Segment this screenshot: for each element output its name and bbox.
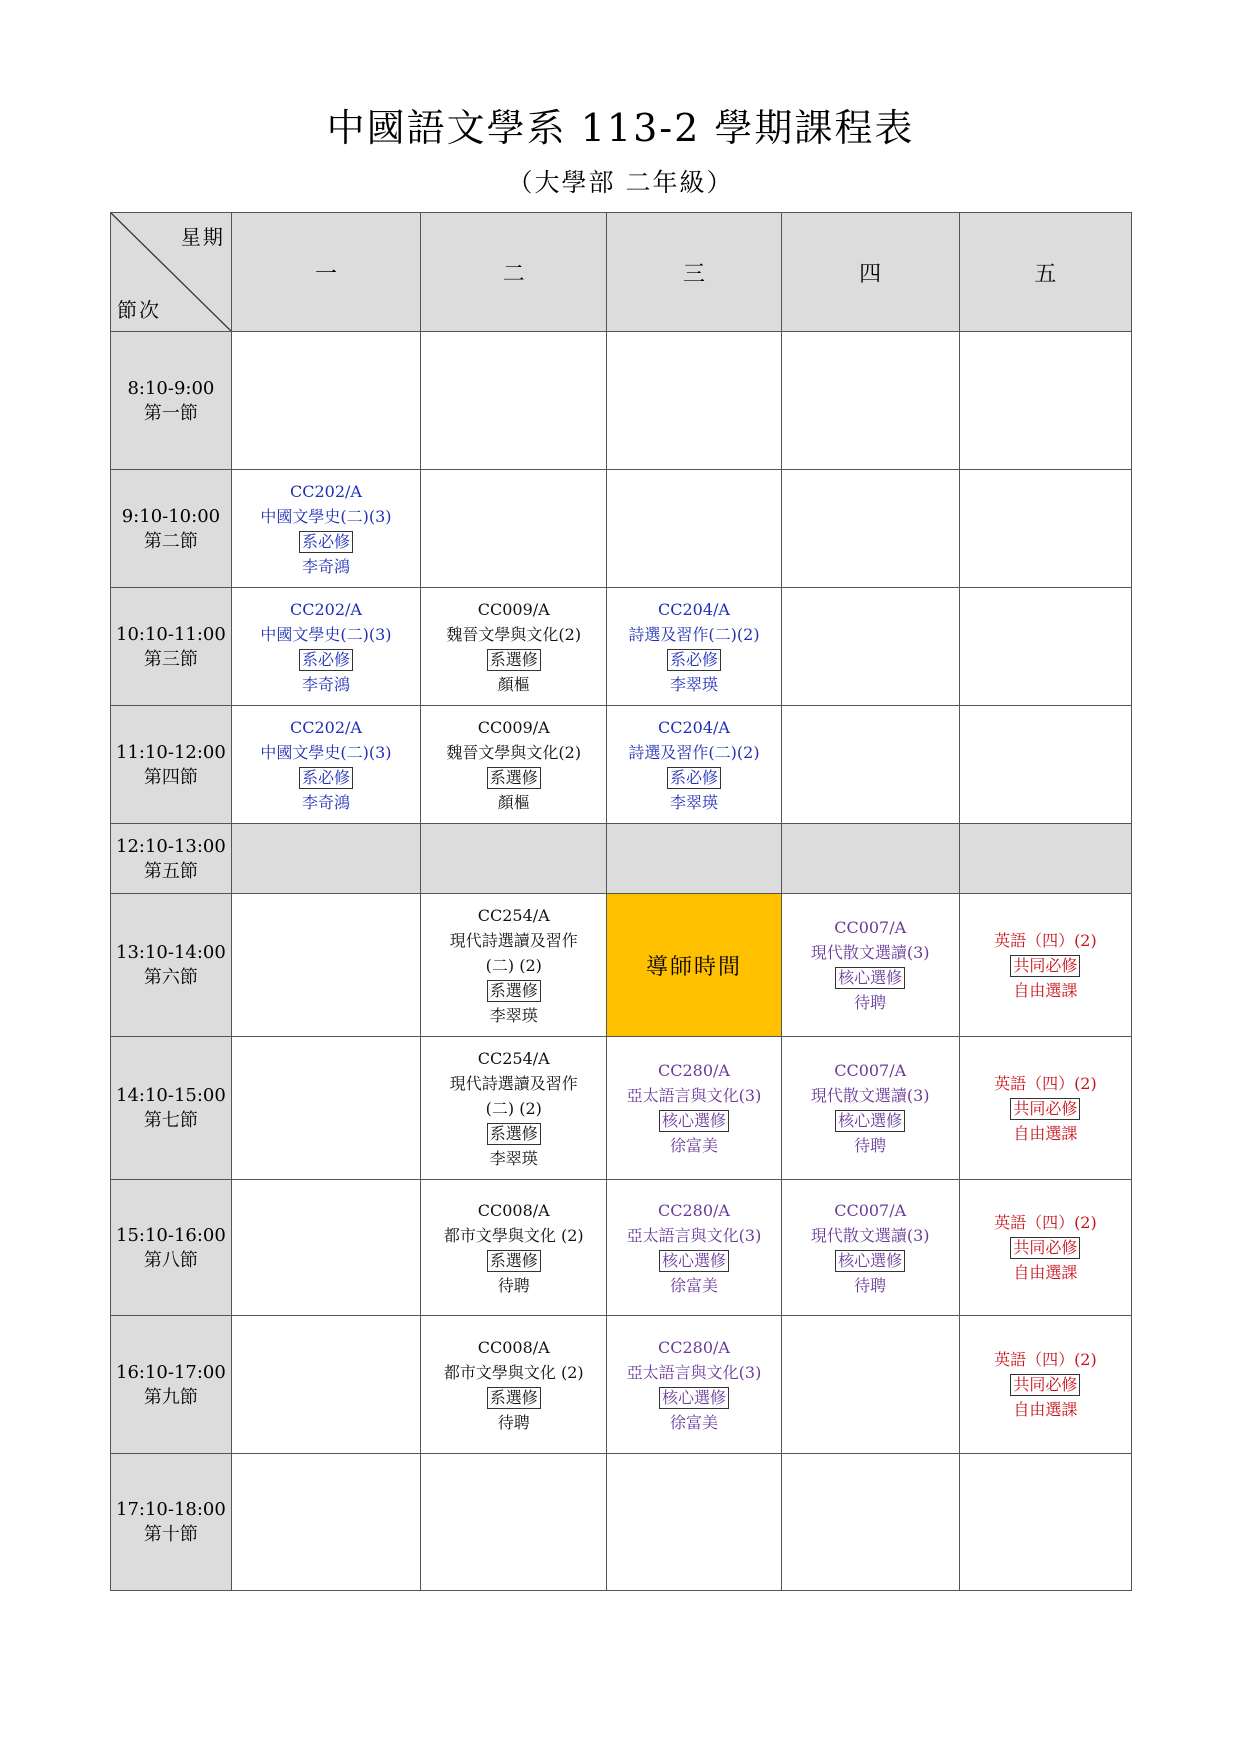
course-teacher: 顏樞 (497, 792, 530, 812)
course-type-badge: 系必修 (667, 767, 721, 789)
course-type-badge: 共同必修 (1010, 1374, 1080, 1396)
course-name: 現代詩選讀及習作 (449, 1073, 578, 1093)
course-entry (782, 1058, 959, 1158)
course-type-badge: 系選修 (487, 1387, 541, 1409)
course-entry (960, 1210, 1131, 1285)
period-cell (111, 332, 232, 470)
course-teacher: 待聘 (854, 1275, 887, 1295)
course-entry (232, 715, 420, 815)
period-name: 第六節 (143, 967, 198, 988)
period-row-3 (111, 588, 1132, 706)
period-cell (111, 894, 232, 1037)
slot-empty (781, 706, 959, 824)
course-type-badge: 系選修 (487, 767, 541, 789)
course-entry (782, 915, 959, 1015)
page-subtitle: （大學部 二年級） (507, 168, 734, 197)
period-name: 第九節 (143, 1386, 198, 1408)
header-row (111, 213, 1132, 332)
period-cell (111, 588, 232, 706)
slot-empty (231, 332, 420, 470)
corner-cell (111, 213, 232, 332)
course-type-badge: 系必修 (299, 649, 353, 671)
course-teacher: 李奇鴻 (301, 674, 350, 694)
period-row-7 (111, 1037, 1132, 1180)
course-teacher: 待聘 (854, 1136, 887, 1155)
course-entry (232, 479, 420, 579)
course-name: 詩選及習作(二)(2) (628, 624, 760, 644)
course-name: 現代詩選讀及習作 (449, 930, 578, 950)
course-cell (959, 894, 1131, 1037)
period-name: 第四節 (143, 766, 198, 788)
course-cell (607, 588, 781, 706)
slot-empty (959, 332, 1131, 470)
course-teacher: 自由選課 (1013, 1263, 1078, 1282)
mentor-time-cell: 導師時間 (607, 894, 781, 1037)
course-type-badge: 共同必修 (1010, 1098, 1080, 1120)
course-name-cont: (二) (2) (485, 1098, 542, 1118)
slot-empty (781, 332, 959, 470)
course-entry (607, 1058, 780, 1158)
course-entry (960, 1347, 1131, 1422)
slot-empty (607, 1454, 781, 1591)
course-cell (231, 470, 420, 588)
course-code: CC280/A (658, 1200, 730, 1220)
period-cell (111, 1454, 232, 1591)
course-type-badge: 系選修 (487, 980, 541, 1002)
weekday-label: 星期 (180, 225, 225, 249)
period-time: 9:10-10:00 (121, 505, 221, 527)
slot-empty (231, 1316, 420, 1454)
period-name: 第八節 (143, 1249, 198, 1271)
course-name: 中國文學史(二)(3) (260, 506, 392, 526)
slot-empty (231, 824, 420, 894)
slot-empty (607, 470, 781, 588)
course-type-badge: 核心選修 (835, 1110, 905, 1132)
day-header-fri: 五 (959, 213, 1131, 332)
course-entry (960, 1071, 1131, 1146)
course-code: CC202/A (289, 599, 362, 619)
course-cell (959, 1037, 1131, 1180)
course-cell (231, 588, 420, 706)
period-time: 16:10-17:00 (116, 1361, 226, 1383)
period-cell (111, 1180, 232, 1316)
course-entry (421, 597, 606, 697)
day-header-tue: 二 (421, 213, 607, 332)
course-code: CC008/A (477, 1337, 550, 1357)
period-time: 13:10-14:00 (116, 942, 226, 963)
course-teacher: 徐富美 (669, 1412, 718, 1432)
day-header-thu: 四 (781, 213, 959, 332)
course-cell (959, 1180, 1131, 1316)
course-name: 都市文學與文化 (2) (443, 1362, 584, 1382)
course-name: 亞太語言與文化(3) (626, 1362, 762, 1382)
slot-empty (231, 1180, 420, 1316)
course-name: 魏晉文學與文化(2) (446, 742, 582, 762)
slot-empty (231, 894, 420, 1037)
course-name-cont: (二) (2) (485, 955, 542, 975)
course-type-badge: 核心選修 (659, 1110, 729, 1132)
course-teacher: 顏樞 (497, 674, 530, 694)
period-row-10 (111, 1454, 1132, 1591)
course-code: CC009/A (477, 717, 550, 737)
period-cell (111, 1316, 232, 1454)
period-time: 15:10-16:00 (116, 1224, 226, 1246)
course-code: CC007/A (834, 1061, 907, 1080)
course-type-badge: 系選修 (487, 1123, 541, 1145)
course-cell (231, 706, 420, 824)
course-code: CC254/A (477, 1048, 550, 1068)
course-teacher: 李奇鴻 (301, 556, 350, 576)
period-row-5 (111, 824, 1132, 894)
course-type-badge: 系選修 (487, 649, 541, 671)
period-row-1 (111, 332, 1132, 470)
day-header-wed: 三 (607, 213, 781, 332)
period-name: 第七節 (143, 1110, 198, 1131)
course-teacher: 自由選課 (1013, 1123, 1078, 1143)
course-entry (607, 1198, 780, 1298)
course-entry (607, 1335, 780, 1435)
slot-empty (781, 588, 959, 706)
course-entry (232, 597, 420, 697)
course-name: 英語（四）(2) (994, 930, 1097, 950)
course-type-badge: 系選修 (487, 1250, 541, 1272)
course-cell (959, 1316, 1131, 1454)
slot-empty (607, 824, 781, 894)
course-type-badge: 系必修 (299, 767, 353, 789)
period-time: 12:10-13:00 (116, 835, 226, 857)
course-type-badge: 核心選修 (835, 967, 905, 989)
course-teacher: 李翠瑛 (489, 1005, 538, 1025)
course-teacher: 李翠瑛 (669, 674, 718, 694)
course-code: CC280/A (658, 1061, 730, 1080)
day-header-mon: 一 (231, 213, 420, 332)
slot-empty (607, 332, 781, 470)
period-time: 11:10-12:00 (116, 741, 226, 763)
course-name: 英語（四）(2) (994, 1350, 1097, 1369)
course-cell (421, 894, 607, 1037)
course-name: 亞太語言與文化(3) (626, 1086, 762, 1105)
slot-empty (231, 1037, 420, 1180)
course-name: 中國文學史(二)(3) (260, 742, 392, 762)
course-teacher: 徐富美 (669, 1275, 718, 1295)
course-name: 現代散文選讀(3) (810, 943, 930, 962)
course-entry (421, 1046, 606, 1171)
course-teacher: 徐富美 (669, 1136, 718, 1155)
course-code: CC008/A (477, 1200, 550, 1220)
course-entry (421, 715, 606, 815)
course-cell (781, 1180, 959, 1316)
period-row-4 (111, 706, 1132, 824)
course-cell (607, 1037, 781, 1180)
course-name: 魏晉文學與文化(2) (446, 624, 582, 644)
course-teacher: 待聘 (497, 1412, 530, 1432)
course-code: CC204/A (658, 599, 730, 619)
course-code: CC007/A (834, 918, 907, 937)
course-teacher: 待聘 (854, 993, 887, 1012)
course-code: CC202/A (289, 717, 362, 737)
course-code: CC254/A (477, 905, 550, 925)
slot-empty (781, 470, 959, 588)
course-entry (607, 715, 780, 815)
course-code: CC202/A (289, 481, 362, 501)
course-teacher: 自由選課 (1013, 980, 1078, 1000)
course-cell (421, 588, 607, 706)
period-name: 第二節 (143, 530, 198, 552)
course-type-badge: 核心選修 (659, 1250, 729, 1272)
course-name: 詩選及習作(二)(2) (628, 742, 760, 762)
slot-empty (781, 1316, 959, 1454)
course-name: 英語（四）(2) (994, 1073, 1097, 1093)
course-cell (607, 706, 781, 824)
period-cell (111, 1037, 232, 1180)
period-label: 節次 (117, 298, 161, 322)
course-name: 中國文學史(二)(3) (260, 624, 392, 644)
slot-empty (781, 1454, 959, 1591)
period-row-6 (111, 894, 1132, 1037)
course-entry (421, 1335, 606, 1435)
course-code: CC009/A (477, 599, 550, 619)
course-teacher: 李翠瑛 (669, 792, 718, 812)
slot-empty (959, 1454, 1131, 1591)
course-cell (781, 1037, 959, 1180)
course-type-badge: 核心選修 (835, 1250, 905, 1272)
period-name: 第三節 (143, 648, 198, 670)
course-teacher: 待聘 (497, 1275, 530, 1295)
period-cell (111, 824, 232, 894)
course-entry (960, 928, 1131, 1003)
course-type-badge: 系必修 (667, 649, 721, 671)
period-name: 第一節 (143, 402, 198, 424)
period-time: 8:10-9:00 (127, 377, 215, 399)
course-type-badge: 系必修 (299, 531, 353, 553)
slot-empty (781, 824, 959, 894)
course-name: 現代散文選讀(3) (810, 1225, 930, 1245)
course-code: CC007/A (834, 1200, 907, 1220)
period-row-2 (111, 470, 1132, 588)
course-cell (607, 1316, 781, 1454)
slot-empty (959, 706, 1131, 824)
course-entry (607, 597, 780, 697)
course-type-badge: 共同必修 (1010, 955, 1080, 977)
slot-empty (959, 470, 1131, 588)
slot-empty (231, 1454, 420, 1591)
course-type-badge: 核心選修 (659, 1387, 729, 1409)
course-teacher: 李奇鴻 (301, 792, 350, 812)
slot-empty (959, 588, 1131, 706)
period-cell (111, 470, 232, 588)
course-teacher: 自由選課 (1013, 1400, 1078, 1419)
slot-empty (959, 824, 1131, 894)
course-entry (421, 903, 606, 1028)
period-row-9 (111, 1316, 1132, 1454)
slot-empty (421, 1454, 607, 1591)
course-code: CC204/A (658, 717, 730, 737)
slot-empty (421, 332, 607, 470)
course-cell (421, 1037, 607, 1180)
timetable (110, 212, 1132, 1591)
course-cell (781, 894, 959, 1037)
course-name: 亞太語言與文化(3) (626, 1225, 762, 1245)
course-cell (421, 1316, 607, 1454)
slot-empty (421, 470, 607, 588)
course-cell (607, 1180, 781, 1316)
course-name: 都市文學與文化 (2) (443, 1225, 584, 1245)
course-cell (421, 706, 607, 824)
period-time: 17:10-18:00 (116, 1499, 226, 1520)
course-code: CC280/A (658, 1337, 730, 1357)
course-teacher: 李翠瑛 (489, 1148, 538, 1168)
period-name: 第五節 (143, 860, 198, 882)
slot-empty (421, 824, 607, 894)
course-name: 現代散文選讀(3) (810, 1086, 930, 1105)
course-type-badge: 共同必修 (1010, 1237, 1080, 1259)
period-time: 10:10-11:00 (116, 623, 226, 645)
period-cell (111, 706, 232, 824)
period-name: 第十節 (143, 1524, 198, 1545)
period-row-8 (111, 1180, 1132, 1316)
course-cell (421, 1180, 607, 1316)
page-title: 中國語文學系 113-2 學期課程表 (326, 106, 915, 150)
period-time: 14:10-15:00 (116, 1085, 226, 1106)
course-name: 英語（四）(2) (994, 1213, 1097, 1232)
course-entry (421, 1198, 606, 1298)
course-entry (782, 1198, 959, 1298)
